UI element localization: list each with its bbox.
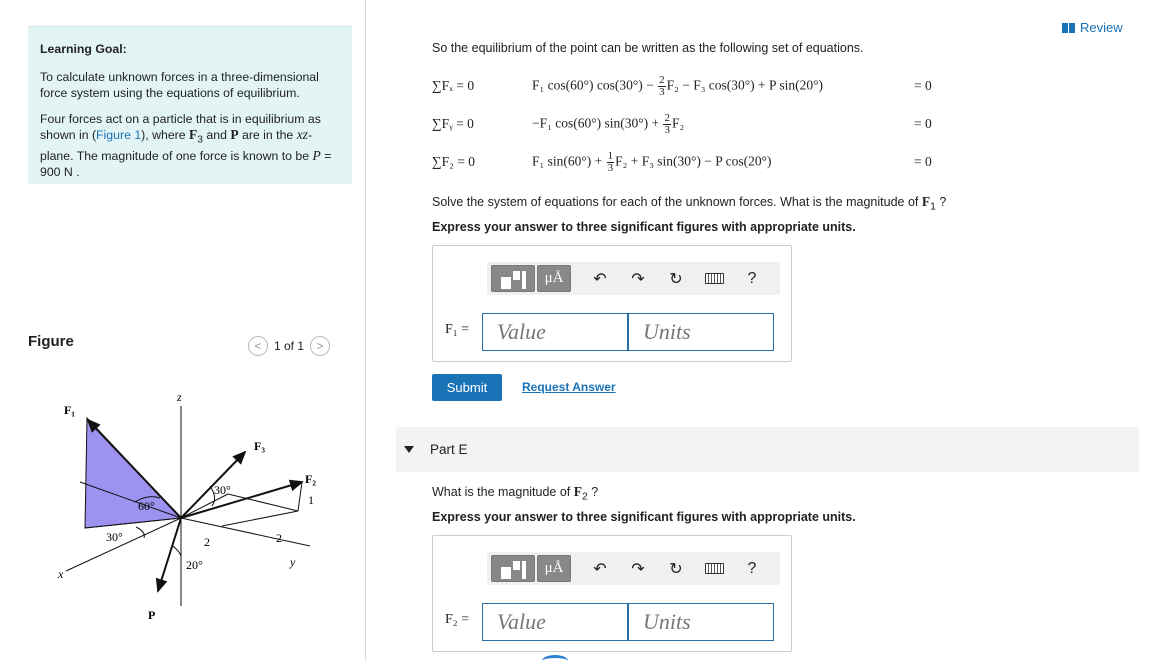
label-F1: F₁	[64, 403, 75, 417]
spinner-edge	[542, 655, 568, 667]
force-diagram	[40, 386, 340, 626]
undo-icon[interactable]: ↶	[593, 560, 607, 578]
instruction-text: Express your answer to three significant figures with appropriate units.	[432, 220, 856, 234]
f1-units-input[interactable]: Units	[628, 313, 774, 351]
f1-input-label: F₁ =	[445, 322, 470, 337]
submit-button[interactable]: Submit	[432, 374, 502, 401]
p-arrow	[158, 518, 181, 591]
label-F3: F₃	[254, 439, 265, 453]
equation-fz: ∑F₂ = 0 F₁ sin(60°) + $\frac{1}{3}$ F₂ + F₃ sin(30°) − P cos(20°) = 0	[432, 149, 932, 174]
label-30deg-left: 30°	[106, 530, 123, 544]
units-button[interactable]: μÅ	[537, 555, 571, 582]
label-z: z	[177, 390, 182, 404]
label-ratio-2: 2	[204, 535, 210, 549]
help-icon[interactable]: ?	[747, 559, 757, 577]
math-toolbar	[487, 262, 780, 295]
learning-goal-box	[28, 26, 352, 184]
label-60deg: 60°	[138, 499, 155, 513]
equation-fx: ∑Fₓ = 0 F₁ cos(60°) cos(30°) − $\frac{2}{3}$ F₂ − F₃ cos(30°) + P sin(20°) = 0	[432, 73, 932, 98]
part-e-instruction: Express your answer to three significant figures with appropriate units.	[432, 510, 856, 524]
right-panel	[366, 0, 1162, 661]
templates-button[interactable]	[491, 555, 535, 582]
prev-figure-button[interactable]	[248, 336, 268, 356]
f1-plane-triangle	[85, 418, 181, 528]
chevron-right-icon: >	[316, 339, 324, 353]
label-20deg: 20°	[186, 558, 203, 572]
caret-down-icon	[404, 446, 414, 453]
f2-units-input[interactable]: Units	[628, 603, 774, 641]
review-link[interactable]: Review	[1062, 20, 1123, 35]
label-y: y	[290, 555, 296, 569]
undo-icon[interactable]: ↶	[593, 270, 607, 288]
chevron-left-icon: <	[254, 339, 262, 353]
f2-value-input[interactable]: Value	[482, 603, 628, 641]
answer-box-f1	[432, 245, 792, 362]
goal-paragraph-1: To calculate unknown forces in a three-dimensional force system using the equations of equilibrium.	[40, 70, 319, 100]
help-icon[interactable]: ?	[747, 269, 757, 287]
equation-fy: ∑Fᵧ = 0 −F₁ cos(60°) sin(30°) + $\frac{2}{3}$ F₂ = 0	[432, 111, 932, 136]
question-text: Solve the system of equations for each of the unknown forces. What is the magnitude of $F_1$ ?	[432, 194, 947, 213]
figure-page-count: 1 of 1	[274, 339, 305, 353]
math-toolbar-e	[487, 552, 780, 585]
figure-title: Figure	[28, 333, 74, 350]
part-e-question: What is the magnitude of $F_2$ ?	[432, 484, 599, 503]
f2-input-label: F₂ =	[445, 612, 470, 627]
goal-paragraph-2: Four forces act on a particle that is in equilibrium as shown in (Figure 1), where $F_3$ and P are in the xz-plane. The magnitude of one force is known to be P = 900 N .	[40, 112, 332, 180]
templates-button[interactable]	[491, 265, 535, 292]
f1-value-input[interactable]: Value	[482, 313, 628, 351]
label-F2: F₂	[305, 472, 316, 486]
answer-box-f2	[432, 535, 792, 652]
figure-pagination	[248, 336, 330, 356]
left-panel	[0, 0, 366, 661]
keyboard-icon[interactable]	[695, 265, 733, 292]
redo-icon[interactable]: ↷	[631, 270, 645, 288]
label-ratio-2b: 2	[276, 531, 282, 545]
request-answer-link[interactable]: Request Answer	[522, 380, 616, 394]
label-x: x	[58, 567, 64, 581]
x-axis	[66, 518, 181, 571]
keyboard-icon[interactable]	[695, 555, 733, 582]
book-icon	[1062, 23, 1075, 33]
next-figure-button[interactable]	[310, 336, 330, 356]
label-30deg-top: 30°	[214, 483, 231, 497]
label-P: P	[148, 608, 156, 622]
reset-icon[interactable]: ↻	[669, 560, 683, 578]
y-axis	[181, 518, 310, 546]
units-button[interactable]: μÅ	[537, 265, 571, 292]
label-ratio-1: 1	[308, 493, 314, 507]
redo-icon[interactable]: ↷	[631, 560, 645, 578]
figure-link[interactable]: Figure 1	[96, 128, 142, 142]
learning-goal-title: Learning Goal:	[40, 42, 127, 56]
reset-icon[interactable]: ↻	[669, 270, 683, 288]
intro-text: So the equilibrium of the point can be written as the following set of equations.	[432, 41, 864, 55]
part-e-header[interactable]: Part E	[396, 427, 1139, 472]
